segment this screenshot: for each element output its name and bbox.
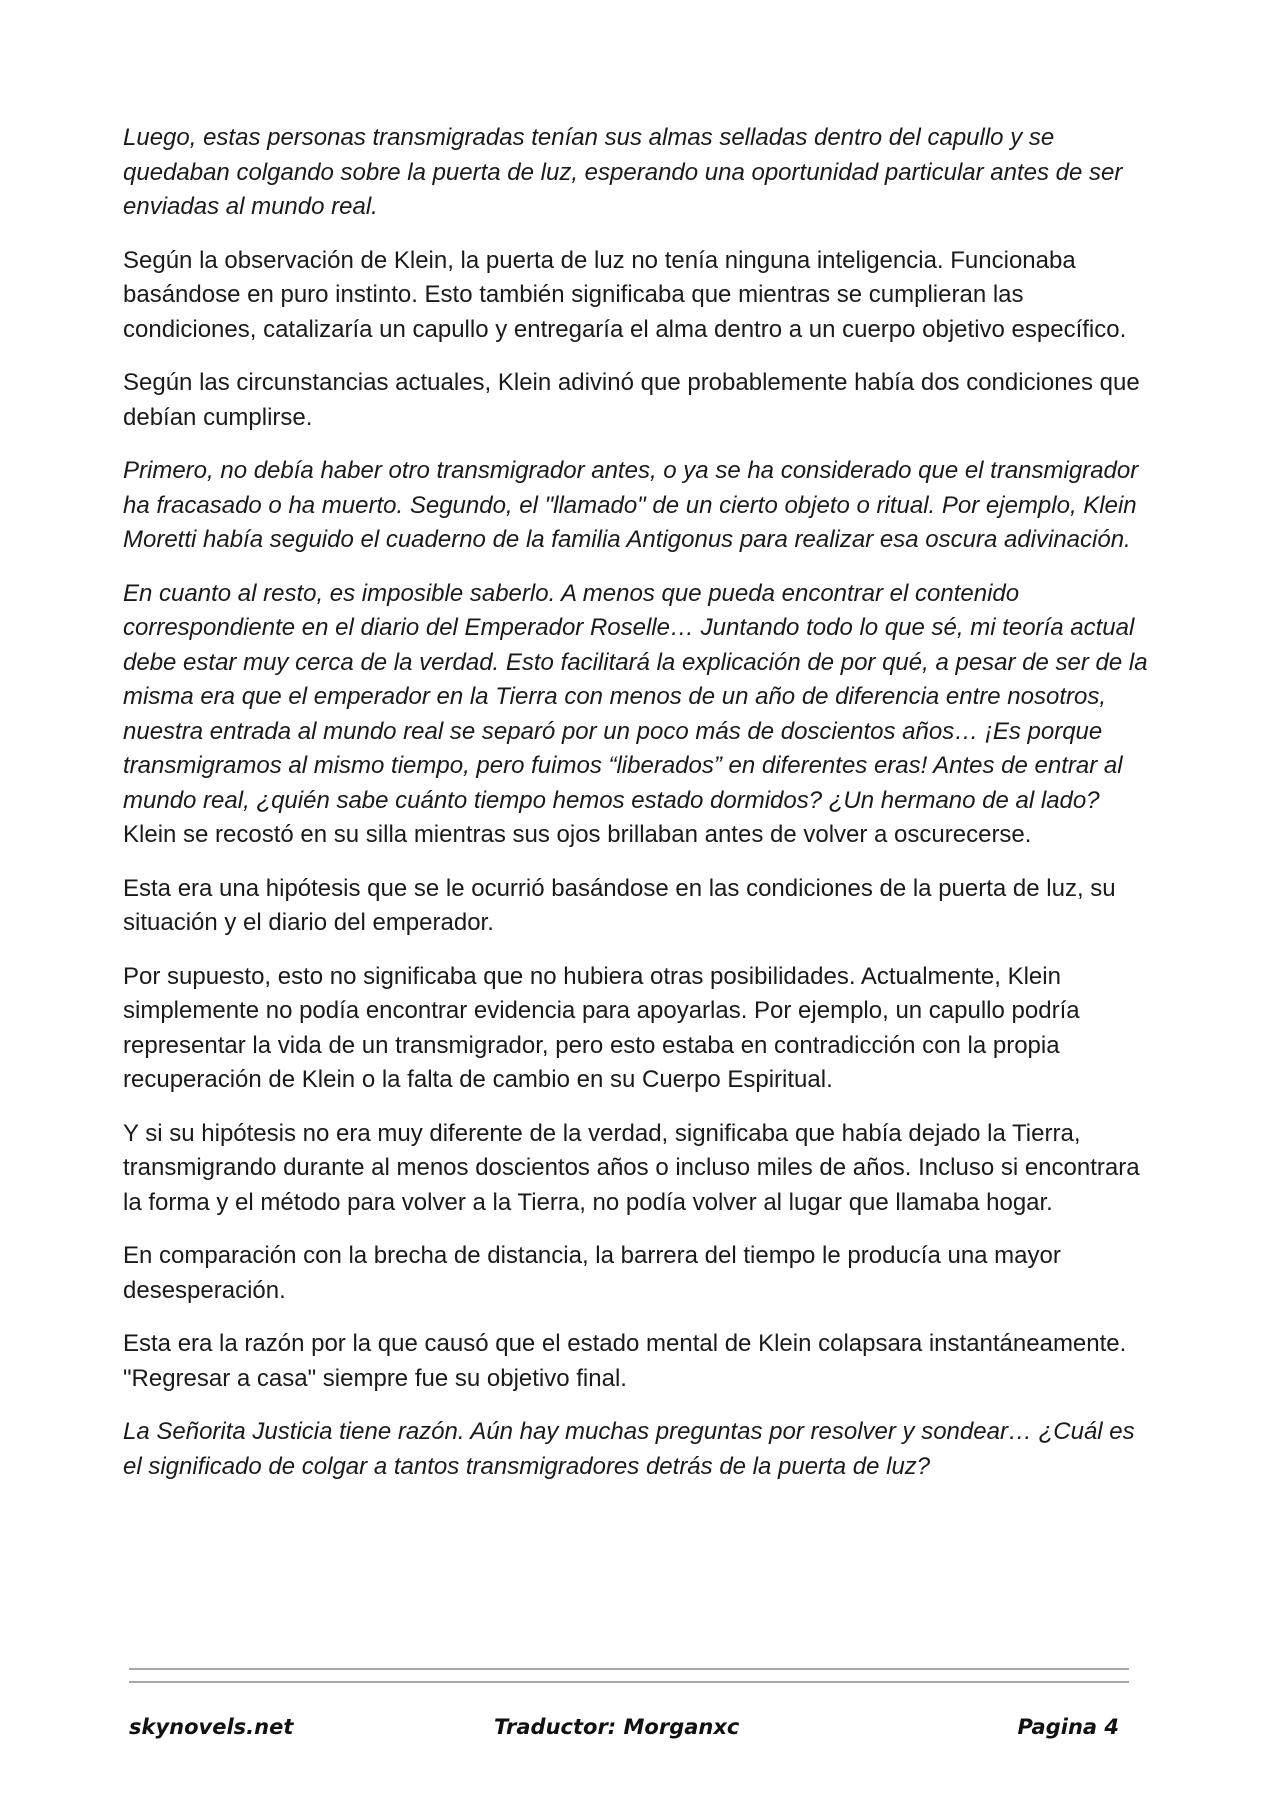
paragraph-2: Según la observación de Klein, la puerta de luz no tenía ninguna inteligencia. Funcionaba basándose en puro instinto. Esto también significaba que mientras se cumplieran las condiciones, catalizaría un capullo y entregaría el alma dentro a un cuerpo objetivo específico. [123,246,1127,343]
paragraph-1: Luego, estas personas transmigradas tenían sus almas selladas dentro del capullo y se quedaban colgando sobre la puerta de luz, esperando una oportunidad particular antes de ser enviadas al mundo real. [123,124,1123,220]
paragraph-7: Por supuesto, esto no significaba que no hubiera otras posibilidades. Actualmente, Klein simplemente no podía encontrar evidencia para apoyarlas. Por ejemplo, un capullo podría representar la vida de un transmigrador, pero esto estaba en contradicción con la propia recuperación de Klein o la falta de cambio en su Cuerpo Espiritual. [123,962,1080,1093]
paragraph-10: Esta era la razón por la que causó que el estado mental de Klein colapsara instantáneamente. "Regresar a casa" siempre fue su objetivo final. [123,1330,1127,1392]
paragraph-5-narration: Klein se recostó en su silla mientras sus ojos brillaban antes de volver a oscurecerse. [123,821,1032,848]
footer-divider-top [129,1668,1129,1670]
paragraph-6: Esta era una hipótesis que se le ocurrió basándose en las condiciones de la puerta de luz, su situación y el diario del emperador. [123,874,1116,936]
paragraph-8: Y si su hipótesis no era muy diferente de la verdad, significaba que había dejado la Tierra, transmigrando durante al menos doscientos años o incluso miles de años. Incluso si encontrara la forma y el método para volver a la Tierra, no podía volver al lugar que llamaba hogar. [123,1119,1140,1216]
footer-site: skynovels.net [129,1715,294,1739]
paragraph-4: Primero, no debía haber otro transmigrador antes, o ya se ha considerado que el transmigrador ha fracasado o ha muerto. Segundo, el "llamado" de un cierto objeto o ritual. Por ejemplo, Klein Moretti había seguido el cuaderno de la familia Antigonus para realizar esa oscura adivinación. [123,457,1139,553]
footer-translator: Traductor: Morganxc [494,1715,740,1739]
paragraph-5 [123,577,1153,853]
footer-page-number: Pagina 4 [1017,1715,1119,1739]
paragraph-9: En comparación con la brecha de distancia, la barrera del tiempo le producía una mayor desesperación. [123,1242,1061,1304]
paragraph-5-thought: En cuanto al resto, es imposible saberlo. A menos que pueda encontrar el contenido correspondiente en el diario del Emperador Roselle… Juntando todo lo que sé, mi teoría actual debe estar muy cerca de la verdad. Esto facilitará la explicación de por qué, a pesar de ser de la misma era que el emperador en la Tierra con menos de un año de diferencia entre nosotros, nuestra entrada al mundo real se separó por un poco más de doscientos años… ¡Es porque transmigramos al mismo tiempo, pero fuimos “liberados” en diferentes eras! Antes de entrar al mundo real, ¿quién sabe cuánto tiempo hemos estado dormidos? ¿Un hermano de al lado? [123,579,1148,814]
page-footer [129,1715,1119,1751]
page-body [123,121,1153,1503]
footer-divider-bottom [129,1681,1129,1683]
paragraph-3: Según las circunstancias actuales, Klein adivinó que probablemente había dos condiciones que debían cumplirse. [123,369,1140,431]
paragraph-11: La Señorita Justicia tiene razón. Aún hay muchas preguntas por resolver y sondear… ¿Cuál es el significado de colgar a tantos transmigradores detrás de la puerta de luz? [123,1418,1135,1480]
